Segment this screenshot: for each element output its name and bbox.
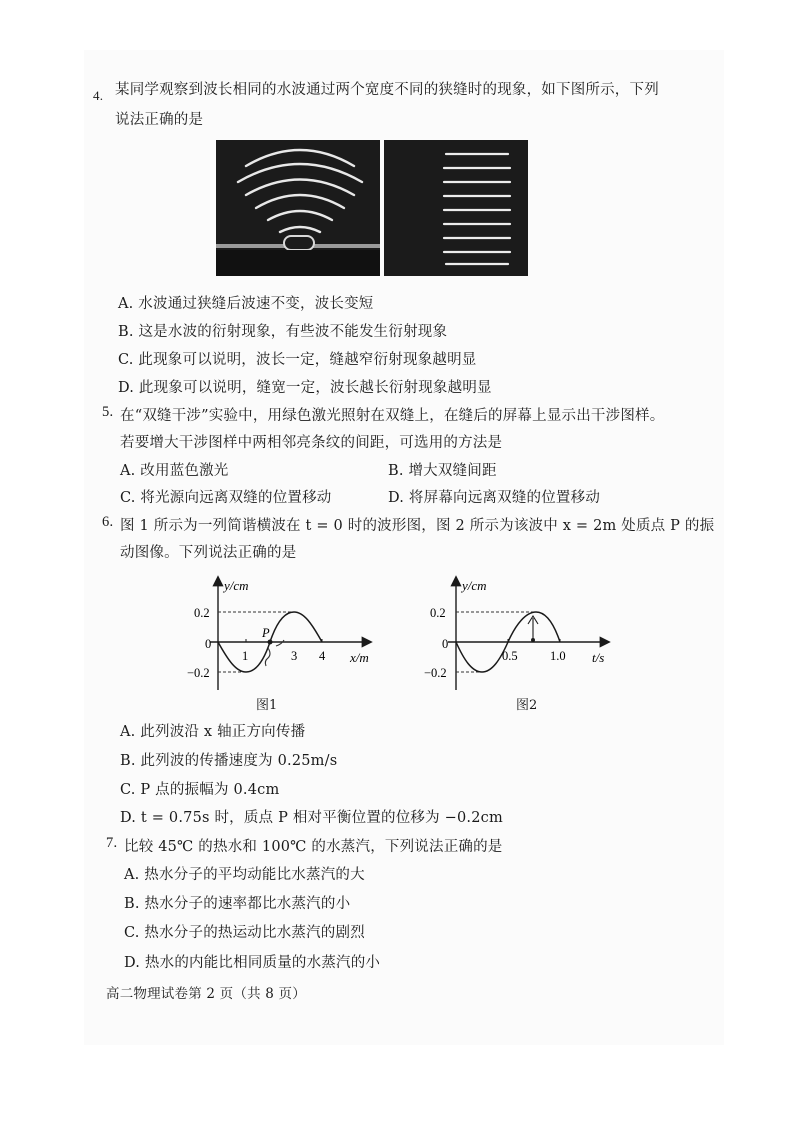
- fig2-tick-label-0.5: 0.5: [502, 649, 518, 663]
- fig2-tick-label-1.0: 1.0: [550, 649, 566, 663]
- q7-option-a: A. 热水分子的平均动能比水蒸汽的大: [124, 867, 365, 883]
- fig1-tick-label-4: 4: [319, 649, 326, 663]
- fig2-caption: 图2: [516, 698, 538, 713]
- fig2-origin: 0: [442, 637, 449, 651]
- q5-stem-line2: 若要增大干涉图样中两相邻亮条纹的间距，可选用的方法是: [120, 435, 503, 451]
- fig1-point-label: P: [262, 626, 270, 640]
- q5-stem-line1: 在“双缝干涉”实验中，用绿色激光照射在双缝上，在缝后的屏幕上显示出干涉图样。: [120, 408, 665, 424]
- fig2-y-label: y/cm: [462, 578, 487, 593]
- q7-option-b: B. 热水分子的速率都比水蒸汽的小: [124, 896, 351, 912]
- fig1-caption: 图1: [256, 698, 278, 713]
- narrow-slit-wave-image: [216, 140, 380, 276]
- q7-option-c: C. 热水分子的热运动比水蒸汽的剧烈: [124, 925, 365, 941]
- wide-slit-wave-image: [384, 140, 528, 276]
- fig2-y-max: 0.2: [430, 606, 446, 620]
- q5-option-c: C. 将光源向远离双缝的位置移动: [120, 490, 332, 506]
- q7-option-d: D. 热水的内能比相同质量的水蒸汽的小: [124, 955, 381, 971]
- q5-option-d: D. 将屏幕向远离双缝的位置移动: [388, 490, 601, 506]
- fig1-point-p: [268, 640, 273, 645]
- fig2-marker-dot: [531, 638, 535, 642]
- fig1-y-label: y/cm: [224, 578, 249, 593]
- q6-option-a: A. 此列波沿 x 轴正方向传播: [120, 724, 306, 740]
- fig2-x-label: t/s: [592, 650, 605, 665]
- fig1-y-min: −0.2: [187, 666, 210, 680]
- fig1-tick-label-3: 3: [291, 649, 298, 663]
- q4-option-c: C. 此现象可以说明，波长一定，缝越窄衍射现象越明显: [118, 352, 477, 368]
- q6-option-b: B. 此列波的传播速度为 0.25m/s: [120, 753, 338, 769]
- q6-stem-line1: 图 1 所示为一列简谐横波在 t = 0 时的波形图，图 2 所示为该波中 x = 2m 处质点 P 的振: [120, 518, 715, 534]
- q4-option-b: B. 这是水波的衍射现象，有些波不能发生衍射现象: [118, 324, 448, 340]
- q4-stem-line1: 某同学观察到波长相同的水波通过两个宽度不同的狭缝时的现象，如下图所示，下列: [115, 82, 659, 98]
- q4-option-a: A. 水波通过狭缝后波速不变，波长变短: [118, 296, 374, 312]
- fig1-x-label: x/m: [350, 650, 369, 665]
- q6-option-c: C. P 点的振幅为 0.4cm: [120, 782, 280, 798]
- page-footer: 高二物理试卷第 2 页（共 8 页）: [106, 986, 306, 1002]
- q4-option-d: D. 此现象可以说明，缝宽一定，波长越长衍射现象越明显: [118, 380, 492, 396]
- figure-2-vibration-graph: [420, 572, 620, 692]
- q5-number: 5.: [102, 404, 114, 420]
- q6-number: 6.: [102, 514, 114, 530]
- fig1-origin: 0: [205, 637, 212, 651]
- q6-option-d: D. t = 0.75s 时，质点 P 相对平衡位置的位移为 −0.2cm: [120, 810, 503, 826]
- diffraction-photo-wide-slit: [384, 140, 528, 276]
- q6-stem-line2: 动图像。下列说法正确的是: [120, 545, 297, 561]
- figure-1-waveform: [180, 572, 380, 692]
- q5-option-b: B. 增大双缝间距: [388, 463, 497, 479]
- fig1-tick-label-1: 1: [242, 649, 249, 663]
- fig1-y-max: 0.2: [194, 606, 210, 620]
- q4-number: 4.: [93, 88, 104, 103]
- q7-stem: 比较 45℃ 的热水和 100℃ 的水蒸汽，下列说法正确的是: [124, 839, 503, 855]
- diffraction-photo-narrow-slit: [216, 140, 380, 276]
- fig2-y-min: −0.2: [424, 666, 447, 680]
- q5-option-a: A. 改用蓝色激光: [120, 463, 229, 479]
- q4-stem-line2: 说法正确的是: [115, 112, 204, 128]
- q7-number: 7.: [106, 835, 118, 851]
- fig1-pencil-mark: [265, 640, 284, 666]
